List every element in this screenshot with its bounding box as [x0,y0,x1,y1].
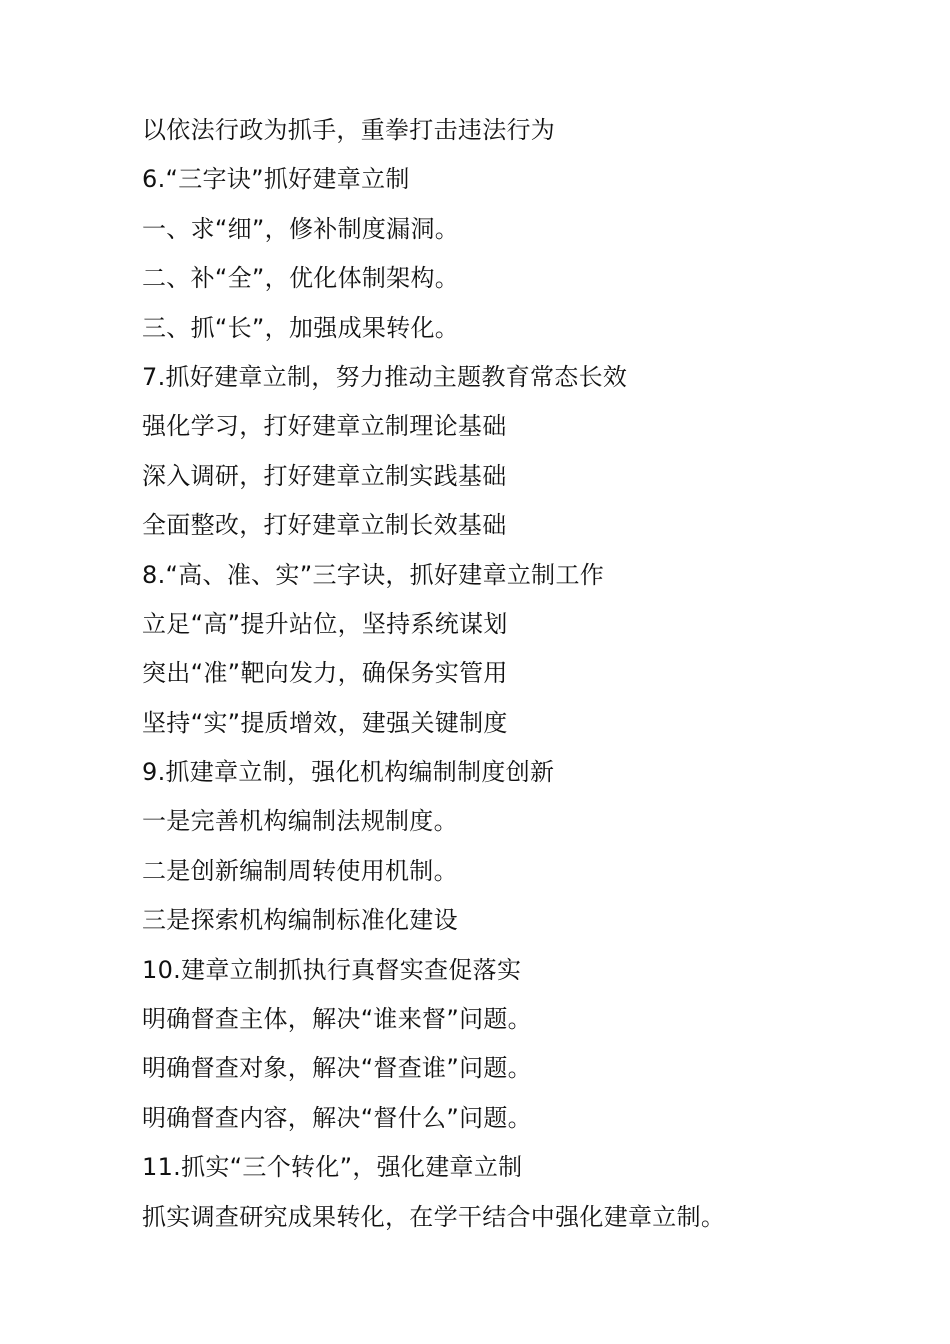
text-line: 二、补“全”，优化体制架构。 [142,264,460,293]
text-line: 三是探索机构编制标准化建设 [142,906,458,935]
document-body [142,106,902,1242]
text-line: 一是完善机构编制法规制度。 [142,807,458,836]
text-line: 以依法行政为抓手，重拳打击违法行为 [142,116,556,144]
text-line: 立足“高”提升站位，坚持系统谋划 [142,609,508,638]
text-line: 明确督查对象，解决“督查谁”问题。 [142,1054,532,1083]
text-line: 二是创新编制周转使用机制。 [142,856,458,885]
section-heading: 11.抓实“三个转化”，强化建章立制 [142,1153,523,1182]
text-line: 坚持“实”提质增效，建强关键制度 [142,708,508,737]
text-line: 明确督查主体，解决“谁来督”问题。 [142,1005,532,1034]
text-line: 突出“准”靶向发力，确保务实管用 [142,659,508,688]
text-line: 一、求“细”，修补制度漏洞。 [142,214,460,243]
text-line: 三、抓“长”，加强成果转化。 [142,313,460,342]
section-heading: 7.抓好建章立制，努力推动主题教育常态长效 [142,362,628,391]
text-line: 全面整改，打好建章立制长效基础 [142,511,507,540]
text-line: 深入调研，打好建章立制实践基础 [142,461,507,490]
text-line: 抓实调查研究成果转化，在学干结合中强化建章立制。 [142,1202,726,1231]
section-heading: 10.建章立制抓执行真督实查促落实 [142,955,522,984]
section-heading: 8.“高、准、实”三字诀，抓好建章立制工作 [142,560,605,589]
text-line: 明确督查内容，解决“督什么”问题。 [142,1103,532,1132]
section-heading: 6.“三字诀”抓好建章立制 [142,165,410,194]
section-heading: 9.抓建章立制，强化机构编制制度创新 [142,758,555,787]
text-line: 强化学习，打好建章立制理论基础 [142,412,507,441]
